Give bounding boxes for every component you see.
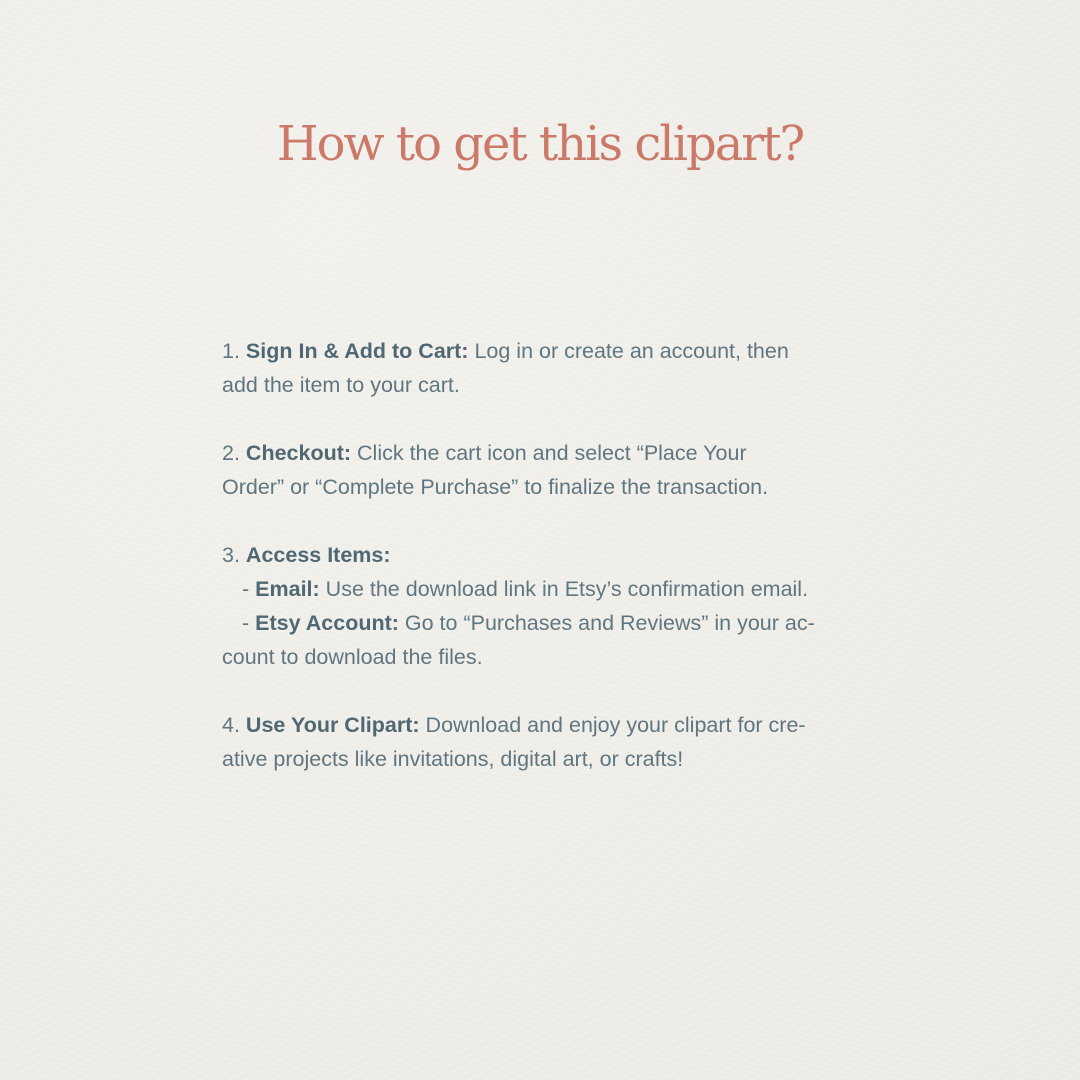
step-number: 4. (222, 713, 240, 737)
step-text: add the item to your cart. (222, 373, 460, 397)
step-number: 3. (222, 543, 240, 567)
step-heading: Use Your Clipart: (245, 713, 420, 737)
page-title: How to get this clipart? (276, 116, 804, 172)
sub-step-text: Use the download link in Etsy’s confirmation email. (325, 577, 809, 601)
step-access-items (222, 538, 872, 674)
step-heading: Access Items: (245, 543, 391, 567)
step-text: Download and enjoy your clipart for cre- (425, 713, 806, 737)
sub-step-dash: - (242, 577, 250, 601)
step-checkout (222, 436, 872, 504)
step-text: Log in or create an account, then (474, 339, 789, 363)
sub-step-dash: - (242, 611, 250, 635)
sub-step-text: count to download the files. (222, 645, 483, 669)
sub-step-heading: Etsy Account: (255, 611, 399, 635)
step-heading: Checkout: (245, 441, 352, 465)
sub-step-etsy-account (222, 606, 872, 640)
step-number: 2. (222, 441, 240, 465)
step-number: 1. (222, 339, 240, 363)
step-use-clipart (222, 708, 872, 776)
step-text: Click the cart icon and select “Place Your (357, 441, 747, 465)
sub-step-heading: Email: (255, 577, 320, 601)
step-text: ative projects like invitations, digital art, or crafts! (222, 747, 684, 771)
sub-step-email (222, 572, 872, 606)
steps-list (222, 334, 872, 776)
step-text: Order” or “Complete Purchase” to finalize the transaction. (222, 475, 769, 499)
step-heading: Sign In & Add to Cart: (245, 339, 469, 363)
step-sign-in (222, 334, 872, 402)
sub-step-text: Go to “Purchases and Reviews” in your ac- (404, 611, 815, 635)
